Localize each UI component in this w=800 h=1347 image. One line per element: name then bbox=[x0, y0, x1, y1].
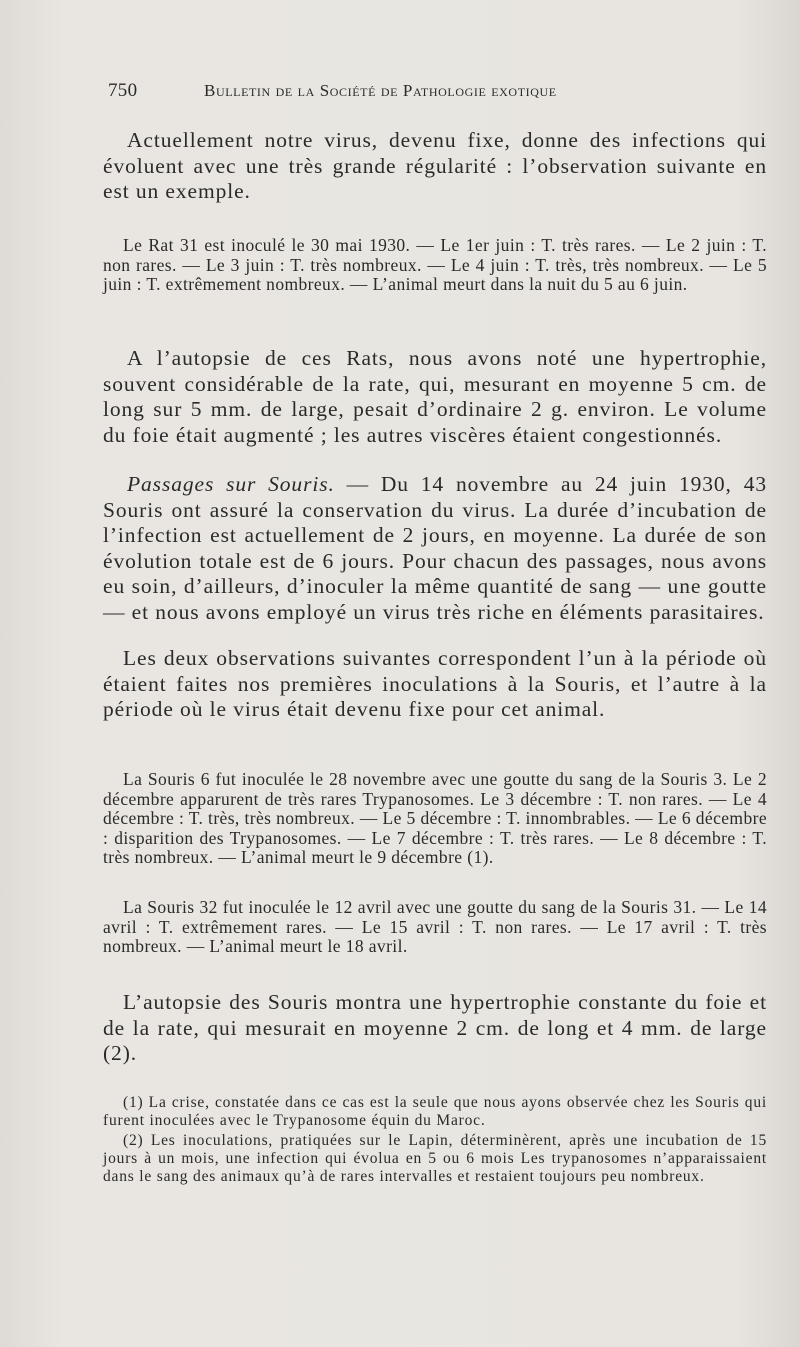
paragraph-text bbox=[103, 472, 767, 625]
observation-text: La Souris 6 fut inoculée le 28 novembre avec une goutte du sang de la Souris 3. Le 2 décembre apparurent de très rares Trypanosomes. Le 3 décembre : T. non rares. — Le 4 décembre : T. très, très nombreux. — Le 5 décembre : T. innombrables. — Le 6 décembre : disparition des Trypanosomes. — Le 7 décembre : T. très rares. — Le 8 décembre : T. très nombreux. — L’animal meurt le 9 décembre (1). bbox=[103, 769, 767, 867]
section-heading-passages: Passages sur Souris. bbox=[127, 472, 335, 496]
paragraph-text: A l’autopsie de ces Rats, nous avons noté une hypertrophie, souvent considérable de la rate, qui, mesurant en moyenne 5 cm. de long sur 5 mm. de large, pesait d’ordinaire 2 g. environ. Le volume du foie était augmenté ; les autres viscères étaient congestionnés. bbox=[103, 346, 767, 447]
observation-text: Le Rat 31 est inoculé le 30 mai 1930. — Le 1er juin : T. très rares. — Le 2 juin : T. non rares. — Le 3 juin : T. très nombreux. — Le 4 juin : T. très, très nombreux. — Le 5 juin : T. extrêmement nombreux. — L’animal meurt dans la nuit du 5 au 6 juin. bbox=[103, 235, 767, 294]
observation-souris-32 bbox=[103, 898, 767, 957]
paragraph-autopsie-souris bbox=[103, 990, 767, 1067]
paragraph-passages-souris bbox=[103, 472, 767, 625]
footnote-2 bbox=[103, 1132, 767, 1186]
page-header bbox=[108, 80, 708, 102]
paragraph-body: — Du 14 novembre au 24 juin 1930, 43 Souris ont assuré la conservation du virus. La durée d’incubation de l’infection est actuellement de 2 jours, en moyenne. La durée de son évolution totale est de 6 jours. Pour chacun des passages, nous avons eu soin, d’ailleurs, d’inoculer la même quantité de sang — une goutte — et nous avons employé un virus très riche en éléments parasitaires. bbox=[103, 472, 767, 624]
footnote-1 bbox=[103, 1094, 767, 1130]
observation-text: La Souris 32 fut inoculée le 12 avril avec une goutte du sang de la Souris 31. — Le 14 avril : T. extrêmement rares. — Le 15 avril : T. non rares. — Le 17 avril : T. très nombreux. — L’animal meurt le 18 avril. bbox=[103, 897, 767, 956]
page-number: 750 bbox=[108, 80, 138, 101]
paragraph-autopsie-rats bbox=[103, 346, 767, 448]
paragraph-deux-observations bbox=[103, 646, 767, 723]
paragraph-text: Les deux observations suivantes correspondent l’un à la période où étaient faites nos premières inoculations à la Souris, et l’autre à la période où le virus était devenu fixe pour cet animal. bbox=[103, 646, 767, 721]
observation-souris-6 bbox=[103, 770, 767, 868]
footnote-text: (1) La crise, constatée dans ce cas est la seule que nous ayons observée chez les Souris qui furent inoculées avec le Trypanosome équin du Maroc. bbox=[103, 1094, 767, 1129]
footnote-text: (2) Les inoculations, pratiquées sur le Lapin, déterminèrent, après une incubation de 15 jours à un mois, une infection qui évolua en 5 ou 6 mois Les trypanosomes n’apparaissaient dans le sang des animaux qu’à de rares intervalles et restaient toujours peu nombreux. bbox=[103, 1132, 767, 1185]
paragraph-text: L’autopsie des Souris montra une hypertrophie constante du foie et de la rate, qui mesurait en moyenne 2 cm. de long et 4 mm. de large (2). bbox=[103, 990, 767, 1065]
observation-rat-31 bbox=[103, 236, 767, 295]
paragraph-intro bbox=[103, 128, 767, 205]
paragraph-text: Actuellement notre virus, devenu fixe, donne des infections qui évoluent avec une très grande régularité : l’observation suivante en est un exemple. bbox=[103, 128, 767, 203]
running-title: Bulletin de la Société de Pathologie exotique bbox=[204, 81, 557, 100]
